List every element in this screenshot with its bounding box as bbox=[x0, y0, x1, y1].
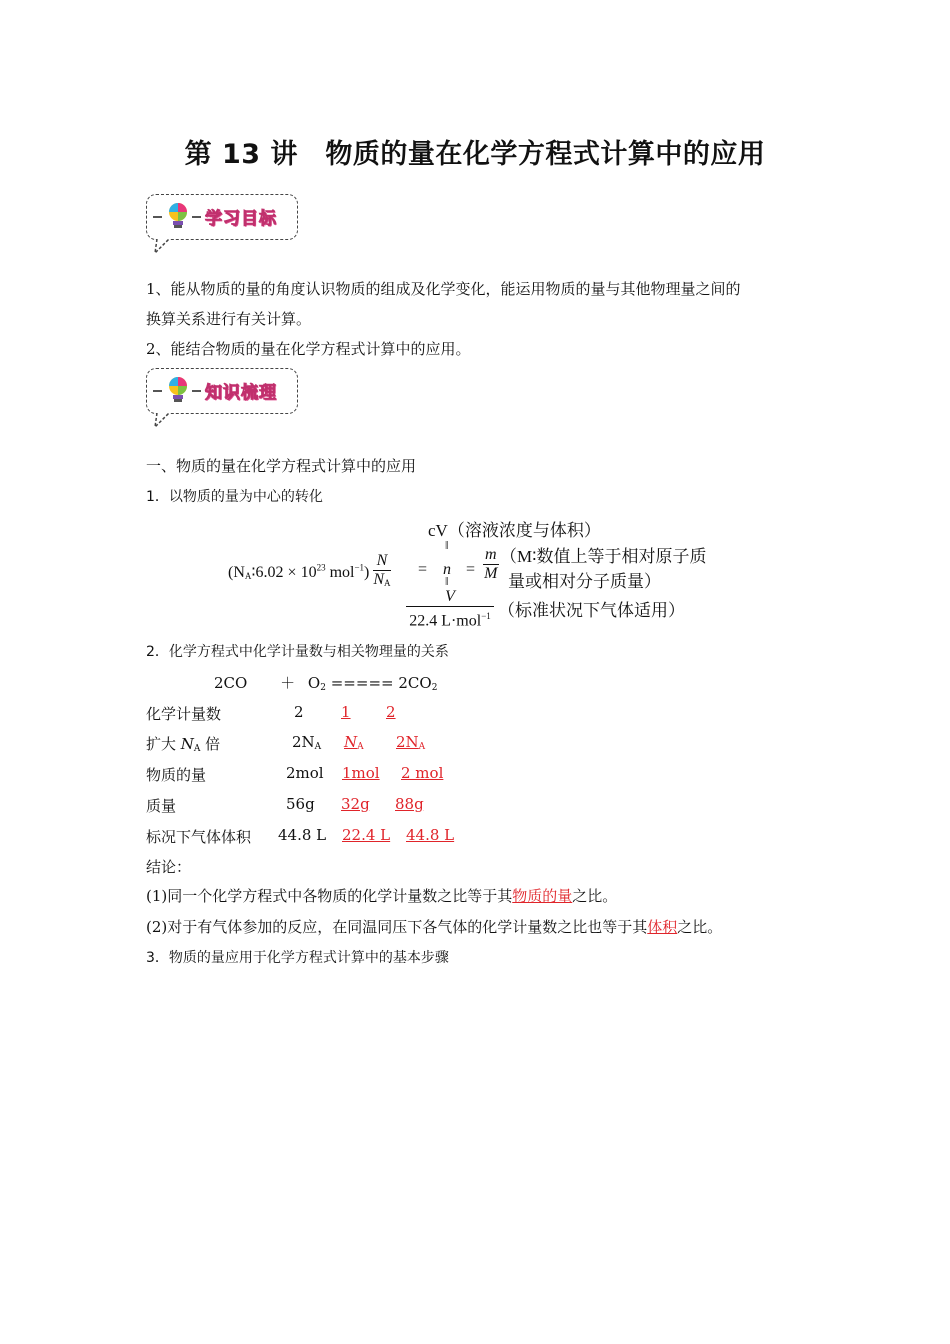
lightbulb-icon bbox=[165, 375, 191, 407]
equals-2: = bbox=[466, 561, 476, 578]
row-answer: 22.4 L bbox=[342, 826, 391, 844]
bubble-tail bbox=[153, 413, 177, 429]
row-answer: 44.8 L bbox=[406, 826, 455, 844]
formula-right-note-2: 量或相对分子质量） bbox=[508, 572, 661, 591]
badge-dash bbox=[153, 390, 162, 392]
row-label: 物质的量 bbox=[146, 766, 207, 784]
row-answer: 1mol bbox=[342, 764, 380, 782]
fraction-n-over-na: $\frac{N}{N_A}$ bbox=[373, 552, 391, 588]
badge-learning-goals-label: 学习目标 bbox=[205, 209, 277, 229]
badge-dash bbox=[153, 216, 162, 218]
row-value: 2mol bbox=[286, 764, 324, 782]
chemical-equation: $2CO + O_2$ ===== $2CO_2$ bbox=[214, 674, 438, 693]
row-value: 44.8 L bbox=[278, 826, 327, 844]
row-answer: 2 bbox=[386, 703, 396, 721]
row-answer: $2N_A$ bbox=[396, 733, 426, 752]
conclusion-label: 结论： bbox=[146, 858, 192, 876]
bubble-tail bbox=[153, 239, 177, 255]
lightbulb-icon bbox=[165, 201, 191, 233]
fraction-v-over-vm: $\frac{V}{22.4 L\cdot mol^{-1}}$ bbox=[406, 588, 494, 630]
conclusion-1: (1)同一个化学方程式中各物质的化学计量数之比等于其物质的量之比。 bbox=[146, 887, 618, 905]
fraction-m-over-M: $\frac{m}{M}$ bbox=[484, 546, 498, 582]
row-label: 扩大 $N_A$ 倍 bbox=[146, 735, 221, 754]
goal-line-2: 换算关系进行有关计算。 bbox=[146, 310, 312, 328]
formula-top: cV（溶液浓度与体积） bbox=[428, 521, 601, 540]
badge-knowledge bbox=[146, 368, 298, 414]
formula-bottom-note: （标准状况下气体适用） bbox=[498, 601, 685, 620]
badge-dash bbox=[192, 390, 201, 392]
subheading-2: 2．化学方程式中化学计量数与相关物理量的关系 bbox=[146, 644, 449, 660]
row-value: 56g bbox=[286, 795, 315, 813]
row-answer: 32g bbox=[341, 795, 370, 813]
page-title: 第 13 讲 物质的量在化学方程式计算中的应用 bbox=[184, 139, 766, 170]
badge-learning-goals bbox=[146, 194, 298, 240]
row-label: 标况下气体体积 bbox=[146, 828, 252, 846]
subheading-1: 1．以物质的量为中心的转化 bbox=[146, 489, 323, 505]
row-answer: 88g bbox=[395, 795, 424, 813]
goal-line-3: 2、能结合物质的量在化学方程式计算中的应用。 bbox=[146, 340, 471, 358]
row-label: 化学计量数 bbox=[146, 705, 222, 723]
formula-middle-row: ($N_A∶6.02 \times 10^{23}$ mol$^{-1}$) $\frac{N}{N_A}$ bbox=[228, 552, 391, 592]
section-heading: 一、物质的量在化学方程式计算中的应用 bbox=[146, 457, 417, 475]
row-label: 质量 bbox=[146, 797, 177, 815]
goal-line-1: 1、能从物质的量的角度认识物质的组成及化学变化，能运用物质的量与其他物理量之间的 bbox=[146, 280, 741, 298]
row-answer: $N_A$ bbox=[344, 733, 364, 752]
formula-right-note-1: （M∶数值上等于相对原子质 bbox=[500, 547, 707, 566]
row-answer: 1 bbox=[341, 703, 351, 721]
row-answer: 2 mol bbox=[401, 764, 444, 782]
row-value: $2N_A$ bbox=[292, 733, 322, 752]
badge-dash bbox=[192, 216, 201, 218]
center-n: n bbox=[443, 561, 451, 578]
row-value: 2 bbox=[294, 703, 304, 721]
equiv-mark-top: ǁ bbox=[445, 538, 449, 552]
badge-knowledge-label: 知识梳理 bbox=[205, 383, 277, 403]
subheading-3: 3．物质的量应用于化学方程式计算中的基本步骤 bbox=[146, 950, 449, 966]
conclusion-2: (2)对于有气体参加的反应，在同温同压下各气体的化学计量数之比也等于其体积之比。 bbox=[146, 918, 723, 936]
equals-1: = bbox=[418, 561, 428, 578]
equiv-mark-bottom: ǁ bbox=[445, 574, 449, 588]
